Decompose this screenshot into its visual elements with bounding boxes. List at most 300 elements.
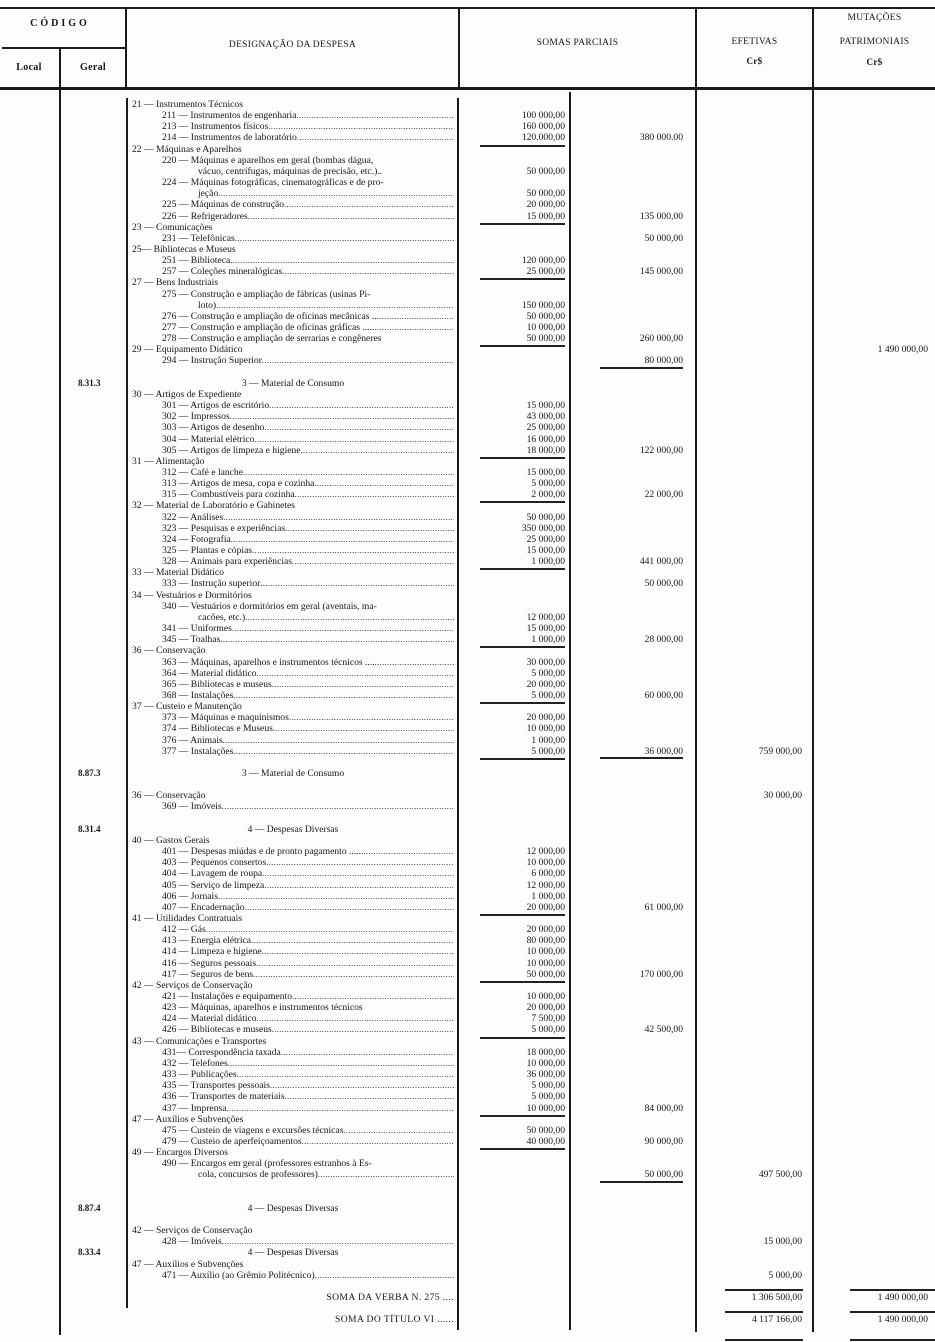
partial-sum: 1 000,00 [531, 890, 565, 902]
designation-text: SOMA DA VERBA N. 275 .... [326, 1292, 454, 1304]
code-geral: 8.87.4 [78, 1202, 101, 1213]
dot-leader [257, 668, 454, 679]
dot-leader [251, 935, 454, 946]
designation-text: 374 — Bibliotecas e Museus [162, 723, 273, 735]
table-row [0, 556, 935, 567]
dot-leader [222, 801, 454, 812]
dot-leader [223, 735, 454, 746]
table-row [0, 679, 935, 690]
designation-text: 277 — Construção e ampliação de oficinas gráficas ..... [162, 322, 375, 333]
subtotal-rule [600, 367, 683, 369]
dot-leader [297, 132, 454, 143]
code-geral: 8.31.3 [78, 377, 101, 388]
table-row [0, 735, 935, 746]
header-divider [59, 49, 61, 89]
dot-leader [256, 958, 454, 969]
expense-designation [132, 657, 454, 668]
partial-sum: 5 000,00 [531, 1024, 565, 1036]
table-row [0, 690, 935, 701]
dot-leader [295, 489, 454, 500]
designation-text: 41 — Utilidades Contratuais [132, 912, 243, 924]
partial-sum: 15 000,00 [526, 466, 565, 478]
table-row [0, 991, 935, 1002]
table-row [0, 132, 935, 143]
section-heading-row [0, 768, 935, 779]
dot-leader [266, 857, 454, 868]
group-subtotal: 28 000,00 [644, 634, 683, 646]
partial-sum: 5 000,00 [531, 1080, 565, 1092]
group-subtotal: 145 000,00 [639, 266, 683, 278]
expense-designation [132, 512, 454, 523]
designation-text: 27 — Bens Industriais [132, 277, 219, 289]
designation-text: cola, concursos de professores) [198, 1169, 318, 1181]
dot-leader [257, 1013, 454, 1024]
expense-designation [132, 1314, 454, 1325]
designation-text: 304 — Material elétrico [162, 433, 255, 445]
designation-text: 225 — Máquinas de construção [162, 199, 285, 211]
partial-sum: 1 000,00 [531, 556, 565, 568]
designation-text: 36 — Conservação [132, 645, 206, 657]
designation-text: 34 — Vestuários e Dormitórios [132, 589, 252, 601]
partial-sum: 20 000,00 [526, 678, 565, 690]
group-subtotal: 80 000,00 [644, 355, 683, 367]
table-row [0, 880, 935, 891]
table-row [0, 233, 935, 244]
efetivas-value: 5 000,00 [768, 1269, 802, 1281]
designation-text: 36 — Conservação [132, 790, 206, 802]
expense-designation [132, 478, 454, 489]
partial-sum: 25 000,00 [526, 422, 565, 434]
dot-leader [284, 199, 454, 210]
expense-designation [132, 99, 454, 110]
table-row [0, 1091, 935, 1102]
dot-leader [374, 322, 454, 333]
partial-sum: 40 000,00 [526, 1135, 565, 1147]
expense-designation [132, 902, 454, 913]
dot-leader [262, 868, 454, 879]
table-row [0, 779, 935, 790]
designation-text: 42 — Serviços de Conservação [132, 979, 253, 991]
code-geral: 8.31.4 [78, 823, 101, 834]
table-row [0, 958, 935, 969]
section-heading-row [0, 1203, 935, 1214]
header-designacao: DESIGNAÇÃO DA DESPESA [228, 40, 357, 50]
designation-text: 428 — Imóveis [162, 1236, 222, 1248]
designation-text: 323 — Pesquisas e experiências [162, 522, 286, 534]
dot-leader [314, 478, 454, 489]
designation-text: 275 — Construção e ampliação de fábricas (usinas Pi- [162, 288, 371, 300]
designation-text: 312 — Café e lanche [162, 466, 243, 478]
expense-designation [132, 1169, 454, 1180]
table-row [0, 445, 935, 456]
partial-sum: 50 000,00 [526, 968, 565, 980]
partial-sum: 160 000,00 [521, 121, 565, 133]
expense-designation [132, 913, 454, 924]
expense-designation [132, 935, 454, 946]
designation-text: 341 — Uniformes [162, 623, 232, 635]
group-subtotal: 122 000,00 [639, 444, 683, 456]
expense-designation [132, 645, 454, 656]
header-mutacoes: MUTAÇÕES [847, 13, 902, 23]
table-row [0, 578, 935, 589]
partial-sum: 50 000,00 [526, 1124, 565, 1136]
table-row [0, 1181, 935, 1192]
group-row [0, 835, 935, 846]
designation-text: 301 — Artigos de escritório [162, 400, 270, 412]
partial-sum: 50 000,00 [526, 310, 565, 322]
expense-designation [132, 500, 454, 511]
designation-text: 3 — Material de Consumo [241, 768, 345, 779]
designation-text: 433 — Publicações [162, 1069, 237, 1081]
partial-sum: 20 000,00 [526, 924, 565, 936]
designation-text: 377 — Instalações [162, 745, 234, 757]
partial-sum: 80 000,00 [526, 935, 565, 947]
expense-designation [132, 567, 454, 578]
table-row [0, 534, 935, 545]
expense-designation [132, 289, 454, 300]
partial-sum: 5 000,00 [531, 689, 565, 701]
group-row [0, 244, 935, 255]
expense-designation [132, 1292, 454, 1303]
subtotal-rule [480, 1148, 565, 1150]
group-subtotal: 36 000,00 [644, 745, 683, 757]
designation-text: 364 — Material didático [162, 667, 257, 679]
table-row [0, 199, 935, 210]
dot-leader [232, 623, 454, 634]
designation-text: 401 — Despesas miúdas e de pronto pagamento ...... [162, 846, 364, 858]
expense-designation [132, 790, 454, 801]
expense-designation [132, 1058, 454, 1069]
table-row [0, 322, 935, 333]
designation-text: 257 — Coleções mineralógicas [162, 266, 283, 278]
designation-text: 49 — Encargos Diversos [132, 1147, 229, 1159]
expense-designation [132, 868, 454, 879]
designation-text: 437 — Imprensa [162, 1102, 227, 1114]
expense-designation [132, 980, 454, 991]
partial-sum: 25 000,00 [526, 266, 565, 278]
table-row [0, 489, 935, 500]
expense-designation [132, 199, 454, 210]
header-bottom-rule [0, 87, 935, 90]
expense-designation [132, 132, 454, 143]
designation-text: 407 — Encadernação [162, 901, 245, 913]
designation-text: 224 — Máquinas fotográficas, cinematográficas e de pro- [162, 177, 384, 189]
total-rule [725, 1339, 803, 1341]
expense-designation [132, 634, 454, 645]
table-row [0, 757, 935, 768]
table-row [0, 467, 935, 478]
efetivas-value: 4 117 166,00 [751, 1314, 802, 1326]
designation-text: 213 — Instrumentos físicos [162, 121, 269, 133]
partial-sum: 5 000,00 [531, 478, 565, 490]
dot-leader [343, 1125, 454, 1136]
dot-leader [222, 1236, 454, 1247]
designation-text: 376 — Animais [162, 734, 223, 746]
group-subtotal: 50 000,00 [644, 1169, 683, 1181]
designation-text: 32 — Material de Laboratório e Gabinetes [132, 500, 296, 512]
expense-designation [132, 255, 454, 266]
partial-sum: 10 000,00 [526, 957, 565, 969]
designation-text: 404 — Lavagem de roupa [162, 868, 263, 880]
total-row [0, 1314, 935, 1325]
expense-designation [132, 155, 454, 166]
expense-designation [132, 411, 454, 422]
dot-leader [268, 121, 454, 132]
partial-sum: 5 000,00 [531, 1091, 565, 1103]
group-row [0, 567, 935, 578]
partial-sum: 12 000,00 [526, 611, 565, 623]
efetivas-value: 759 000,00 [758, 745, 802, 757]
dot-leader [231, 534, 454, 545]
table-row [0, 211, 935, 222]
designation-text: 424 — Material didático [162, 1013, 257, 1025]
codigo-split-rule [2, 47, 125, 49]
expense-designation [132, 1002, 454, 1013]
expense-designation [132, 801, 454, 812]
expense-designation [132, 489, 454, 500]
dot-leader [228, 1058, 454, 1069]
dot-leader [269, 400, 454, 411]
group-row [0, 144, 935, 155]
group-row [0, 980, 935, 991]
header-local: Local [16, 62, 42, 73]
table-row [0, 523, 935, 534]
group-subtotal: 84 000,00 [644, 1102, 683, 1114]
designation-text: 231 — Telefônicas [162, 232, 235, 244]
expense-designation [132, 222, 454, 233]
table-row [0, 813, 935, 824]
dot-leader [206, 924, 454, 935]
expense-designation [132, 1147, 454, 1158]
table-row [0, 1002, 935, 1013]
designation-text: 3 — Material de Consumo [241, 377, 345, 389]
dot-leader [363, 846, 454, 857]
table-row [0, 746, 935, 757]
table-row [0, 601, 935, 612]
dot-leader [282, 266, 454, 277]
group-row [0, 1036, 935, 1047]
table-row [0, 333, 935, 344]
group-subtotal: 380 000.00 [639, 132, 683, 144]
dot-leader [245, 612, 454, 623]
expense-designation [132, 211, 454, 222]
efetivas-value: 497 500,00 [758, 1169, 802, 1181]
designation-text: 302 — Impressos [162, 411, 230, 423]
group-subtotal: 61 000,00 [644, 901, 683, 913]
designation-text: 23 — Comunicações [132, 221, 213, 233]
group-subtotal: 90 000,00 [644, 1135, 683, 1147]
table-row [0, 1103, 935, 1114]
designation-text: 414 — Limpeza e higiene [162, 946, 262, 958]
section-heading-row [0, 378, 935, 389]
partial-sum: 43 000,00 [526, 411, 565, 423]
expense-designation [132, 690, 454, 701]
expense-designation [132, 735, 454, 746]
group-row [0, 1114, 935, 1125]
dot-leader [273, 723, 454, 734]
expense-designation [132, 601, 454, 612]
dot-leader [272, 679, 454, 690]
partial-sum: 120 000,00 [521, 255, 565, 267]
expense-designation [132, 946, 454, 957]
designation-text: 4 — Despesas Diversas [247, 823, 339, 835]
table-row [0, 400, 935, 411]
table-row [0, 411, 935, 422]
group-row [0, 913, 935, 924]
expense-designation [132, 969, 454, 980]
expense-designation [132, 1103, 454, 1114]
section-heading-row [0, 824, 935, 835]
expense-designation [132, 578, 454, 589]
expense-designation [132, 244, 454, 255]
designation-text: 303 — Artigos de desenho [162, 422, 265, 434]
designation-text: 363 — Máquinas, aparelhos e instrumentos técnicos .... [162, 656, 375, 668]
group-row [0, 277, 935, 288]
header-geral: Geral [80, 62, 106, 73]
designation-text: 251 — Biblioteca [162, 255, 231, 267]
dot-leader [260, 578, 454, 589]
expense-designation [132, 1225, 454, 1236]
designation-text: 417 — Seguros de bens [162, 968, 254, 980]
designation-text: 403 — Pequenos consertos [162, 857, 267, 869]
dot-leader [245, 902, 454, 913]
designation-text: 29 — Equipamento Didático [132, 344, 243, 356]
dot-leader [237, 1069, 454, 1080]
header-divider [695, 9, 697, 89]
dot-leader [270, 1080, 454, 1091]
partial-sum: 20 000,00 [526, 901, 565, 913]
dot-leader [292, 556, 454, 567]
partial-sum: 10 000,00 [526, 991, 565, 1002]
designation-text: 471 — Auxílio (ao Grêmio Politécnico) [162, 1269, 315, 1281]
designation-text: 333 — Instrução superior [162, 578, 261, 590]
partial-sum: 12 000,00 [526, 846, 565, 858]
group-subtotal: 60 000,00 [644, 689, 683, 701]
expense-designation [132, 824, 454, 835]
table-row [0, 712, 935, 723]
dot-leader [262, 946, 454, 957]
table-row [0, 857, 935, 868]
expense-designation [132, 389, 454, 400]
dot-leader [264, 422, 454, 433]
expense-designation [132, 1114, 454, 1125]
designation-text: 369 — Imóveis [162, 801, 222, 813]
table-row [0, 155, 935, 166]
table-row [0, 266, 935, 277]
partial-sum: 30 000,00 [526, 656, 565, 668]
designation-text: 322 — Análises [162, 511, 224, 523]
subtotal-rule [600, 1181, 683, 1183]
table-row [0, 512, 935, 523]
partial-sum: 15 000,00 [526, 210, 565, 222]
expense-designation [132, 1259, 454, 1270]
designation-text: 436 — Transportes de materiais [162, 1091, 285, 1103]
expense-designation [132, 456, 454, 467]
expense-designation [132, 857, 454, 868]
dot-leader [301, 445, 454, 456]
designation-text: 479 — Custeio de aperfeiçoamentos [162, 1135, 302, 1147]
expense-designation [132, 467, 454, 478]
total-row [0, 1292, 935, 1303]
expense-designation [132, 958, 454, 969]
designation-text: 345 — Toalhas [162, 634, 221, 646]
designation-text: vácuo, centrífugas, máquinas de precisão, etc.).. [198, 165, 383, 177]
partial-sum: 20 000,00 [526, 1002, 565, 1014]
table-row [0, 177, 935, 188]
dot-leader [230, 411, 454, 422]
table-row [0, 434, 935, 445]
partial-sum: 10 000,00 [526, 723, 565, 735]
table-row [0, 1080, 935, 1091]
table-row [0, 634, 935, 645]
designation-text: cacões, etc.) [198, 611, 246, 623]
dot-leader [252, 545, 454, 556]
expense-designation [132, 1247, 454, 1258]
table-row [0, 891, 935, 902]
expense-designation [132, 534, 454, 545]
group-row [0, 1259, 935, 1270]
group-subtotal: 50 000,00 [644, 232, 683, 244]
designation-text: 435 — Transportes pessoais [162, 1080, 270, 1092]
group-row [0, 790, 935, 801]
table-row [0, 1192, 935, 1203]
table-row [0, 623, 935, 634]
table-row [0, 1013, 935, 1024]
dot-leader [223, 512, 454, 523]
designation-text: 22 — Máquinas e Aparelhos [132, 143, 242, 155]
designation-text: 365 — Bibliotecas e museus [162, 678, 272, 690]
partial-sum: 12 000,00 [526, 879, 565, 891]
table-row [0, 1169, 935, 1180]
expense-designation [132, 880, 454, 891]
table-row [0, 902, 935, 913]
partial-sum: 10 000,00 [526, 322, 565, 333]
designation-text: 43 — Comunicações e Transportes [132, 1035, 267, 1047]
dot-leader [248, 211, 454, 222]
dot-leader [216, 300, 454, 311]
table-row [0, 1024, 935, 1035]
dot-leader [254, 434, 454, 445]
table-row [0, 1069, 935, 1080]
table-row [0, 668, 935, 679]
table-row [0, 289, 935, 300]
expense-designation [132, 1236, 454, 1247]
partial-sum: 50 000,00 [526, 511, 565, 523]
dot-leader [218, 891, 454, 902]
expense-designation [132, 121, 454, 132]
expense-designation [132, 188, 454, 199]
table-row [0, 1270, 935, 1281]
designation-text: 37 — Custeio e Manutenção [132, 701, 242, 713]
designation-text: 40 — Gastos Gerais [132, 834, 210, 846]
designation-text: 42 — Serviços de Conservação [132, 1225, 253, 1237]
header-mutacoes-unit: Cr$ [866, 57, 883, 67]
expense-designation [132, 378, 454, 389]
code-geral: 8.33.4 [78, 1247, 101, 1258]
designation-text: 405 — Serviço de limpeza [162, 879, 265, 891]
expense-designation [132, 166, 454, 177]
table-row [0, 868, 935, 879]
group-subtotal: 42 500,00 [644, 1024, 683, 1036]
partial-sum: 18 000,00 [526, 1046, 565, 1058]
designation-text: 406 — Jornais [162, 890, 218, 902]
table-row [0, 545, 935, 556]
expense-designation [132, 1091, 454, 1102]
partial-sum: 10 000,00 [526, 946, 565, 958]
expense-designation [132, 1125, 454, 1136]
table-row [0, 1058, 935, 1069]
partial-sum: 150 000,00 [521, 299, 565, 311]
